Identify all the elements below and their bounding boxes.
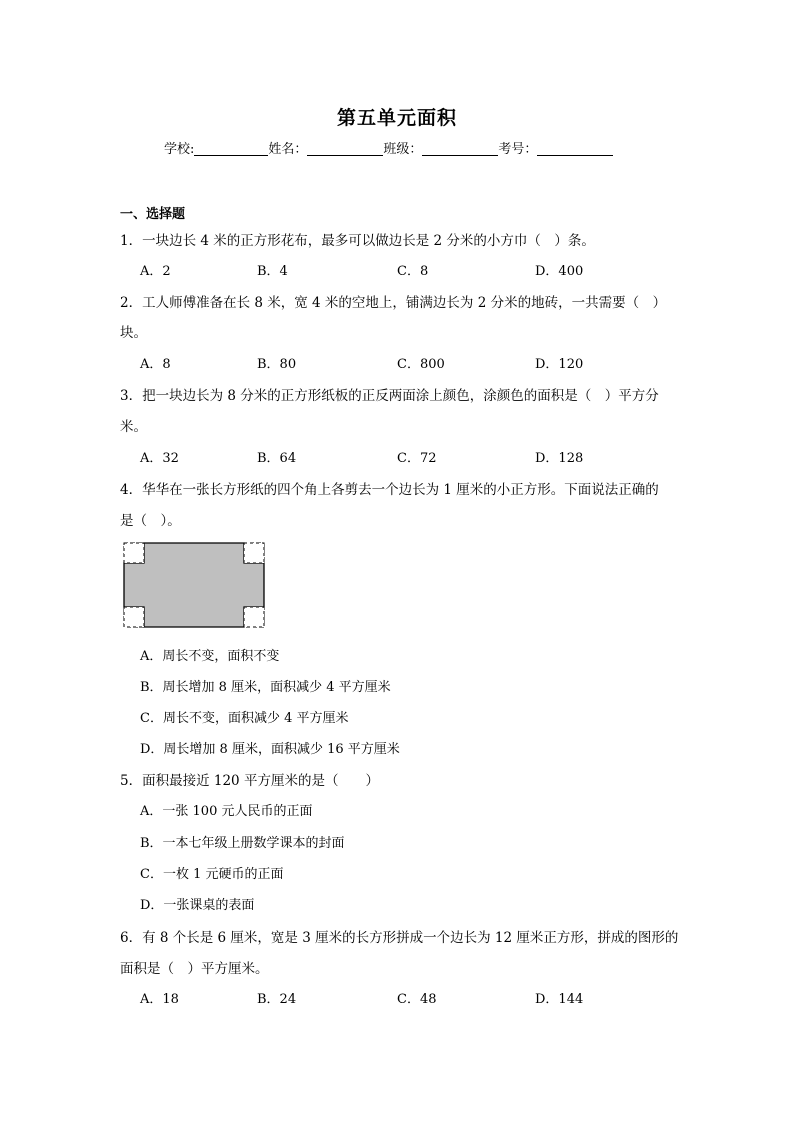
question-3-text-line-1: 3．把一块边长为 8 分米的正方形纸板的正反两面涂上颜色，涂颜色的面积是（ ）平方分 — [120, 388, 659, 404]
question-5-option-a[interactable]: A．一张 100 元人民币的正面 — [140, 804, 313, 819]
question-2-option-c[interactable]: C．800 — [397, 357, 445, 372]
page-title: 第五单元面积 — [336, 107, 457, 129]
question-1-option-a[interactable]: A．2 — [140, 264, 171, 279]
question-4-text-line-2: 是（ ）。 — [120, 513, 181, 529]
cut-shape — [124, 543, 264, 627]
question-4-option-c[interactable]: C．周长不变，面积减少 4 平方厘米 — [140, 711, 349, 726]
exam-number-label: 考号： — [498, 142, 538, 157]
question-1-option-d[interactable]: D．400 — [535, 264, 584, 279]
question-4-text-line-1: 4．华华在一张长方形纸的四个角上各剪去一个边长为 1 厘米的小正方形。下面说法正确的 — [120, 482, 659, 498]
question-5-option-b[interactable]: B．一本七年级上册数学课本的封面 — [140, 836, 345, 851]
question-6-text-line-1: 6．有 8 个长是 6 厘米，宽是 3 厘米的长方形拼成一个边长为 12 厘米正方形，拼成的图形的 — [120, 930, 679, 946]
question-6-option-c[interactable]: C．48 — [397, 992, 437, 1007]
school-blank[interactable] — [194, 141, 268, 156]
question-4-option-a[interactable]: A．周长不变，面积不变 — [140, 649, 280, 664]
question-6-option-b[interactable]: B．24 — [257, 992, 297, 1007]
question-1-text: 1．一块边长 4 米的正方形花布，最多可以做边长是 2 分米的小方巾（ ）条。 — [120, 233, 595, 249]
question-3-text-line-2: 米。 — [120, 419, 147, 435]
class-label: 班级： — [383, 142, 423, 157]
question-3-option-a[interactable]: A．32 — [140, 451, 179, 466]
class-blank[interactable] — [422, 141, 498, 156]
question-6-option-d[interactable]: D．144 — [535, 992, 584, 1007]
question-2-text-line-1: 2．工人师傅准备在长 8 米，宽 4 米的空地上，铺满边长为 2 分米的地砖，一共需要（ ） — [120, 295, 667, 311]
question-5-text: 5．面积最接近 120 平方厘米的是（ ） — [120, 773, 379, 789]
question-2-option-d[interactable]: D．120 — [535, 357, 584, 372]
removed-corner-square — [244, 543, 264, 563]
question-5-option-c[interactable]: C．一枚 1 元硬币的正面 — [140, 867, 284, 882]
question-3-option-b[interactable]: B．64 — [257, 451, 297, 466]
name-label: 姓名： — [268, 142, 308, 157]
question-6-text-line-2: 面积是（ ）平方厘米。 — [120, 961, 269, 977]
question-4-option-b[interactable]: B．周长增加 8 厘米，面积减少 4 平方厘米 — [140, 680, 391, 695]
removed-corner-square — [244, 607, 264, 627]
question-6-option-a[interactable]: A．18 — [140, 992, 179, 1007]
question-3-option-d[interactable]: D．128 — [535, 451, 584, 466]
school-label: 学校: — [164, 142, 195, 157]
cut-corners-rectangle-figure — [122, 541, 266, 629]
section-heading: 一、选择题 — [120, 207, 186, 222]
question-3-option-c[interactable]: C．72 — [397, 451, 437, 466]
question-5-option-d[interactable]: D．一张课桌的表面 — [140, 898, 255, 913]
exam-number-blank[interactable] — [537, 141, 613, 156]
question-1-option-b[interactable]: B．4 — [257, 264, 288, 279]
question-2-option-a[interactable]: A．8 — [140, 357, 171, 372]
removed-corner-square — [124, 607, 144, 627]
student-info-row — [164, 138, 613, 157]
question-4-option-d[interactable]: D．周长增加 8 厘米，面积减少 16 平方厘米 — [140, 742, 400, 757]
question-2-option-b[interactable]: B．80 — [257, 357, 297, 372]
removed-corner-square — [124, 543, 144, 563]
question-1-option-c[interactable]: C．8 — [397, 264, 429, 279]
question-2-text-line-2: 块。 — [120, 325, 147, 341]
name-blank[interactable] — [307, 141, 383, 156]
